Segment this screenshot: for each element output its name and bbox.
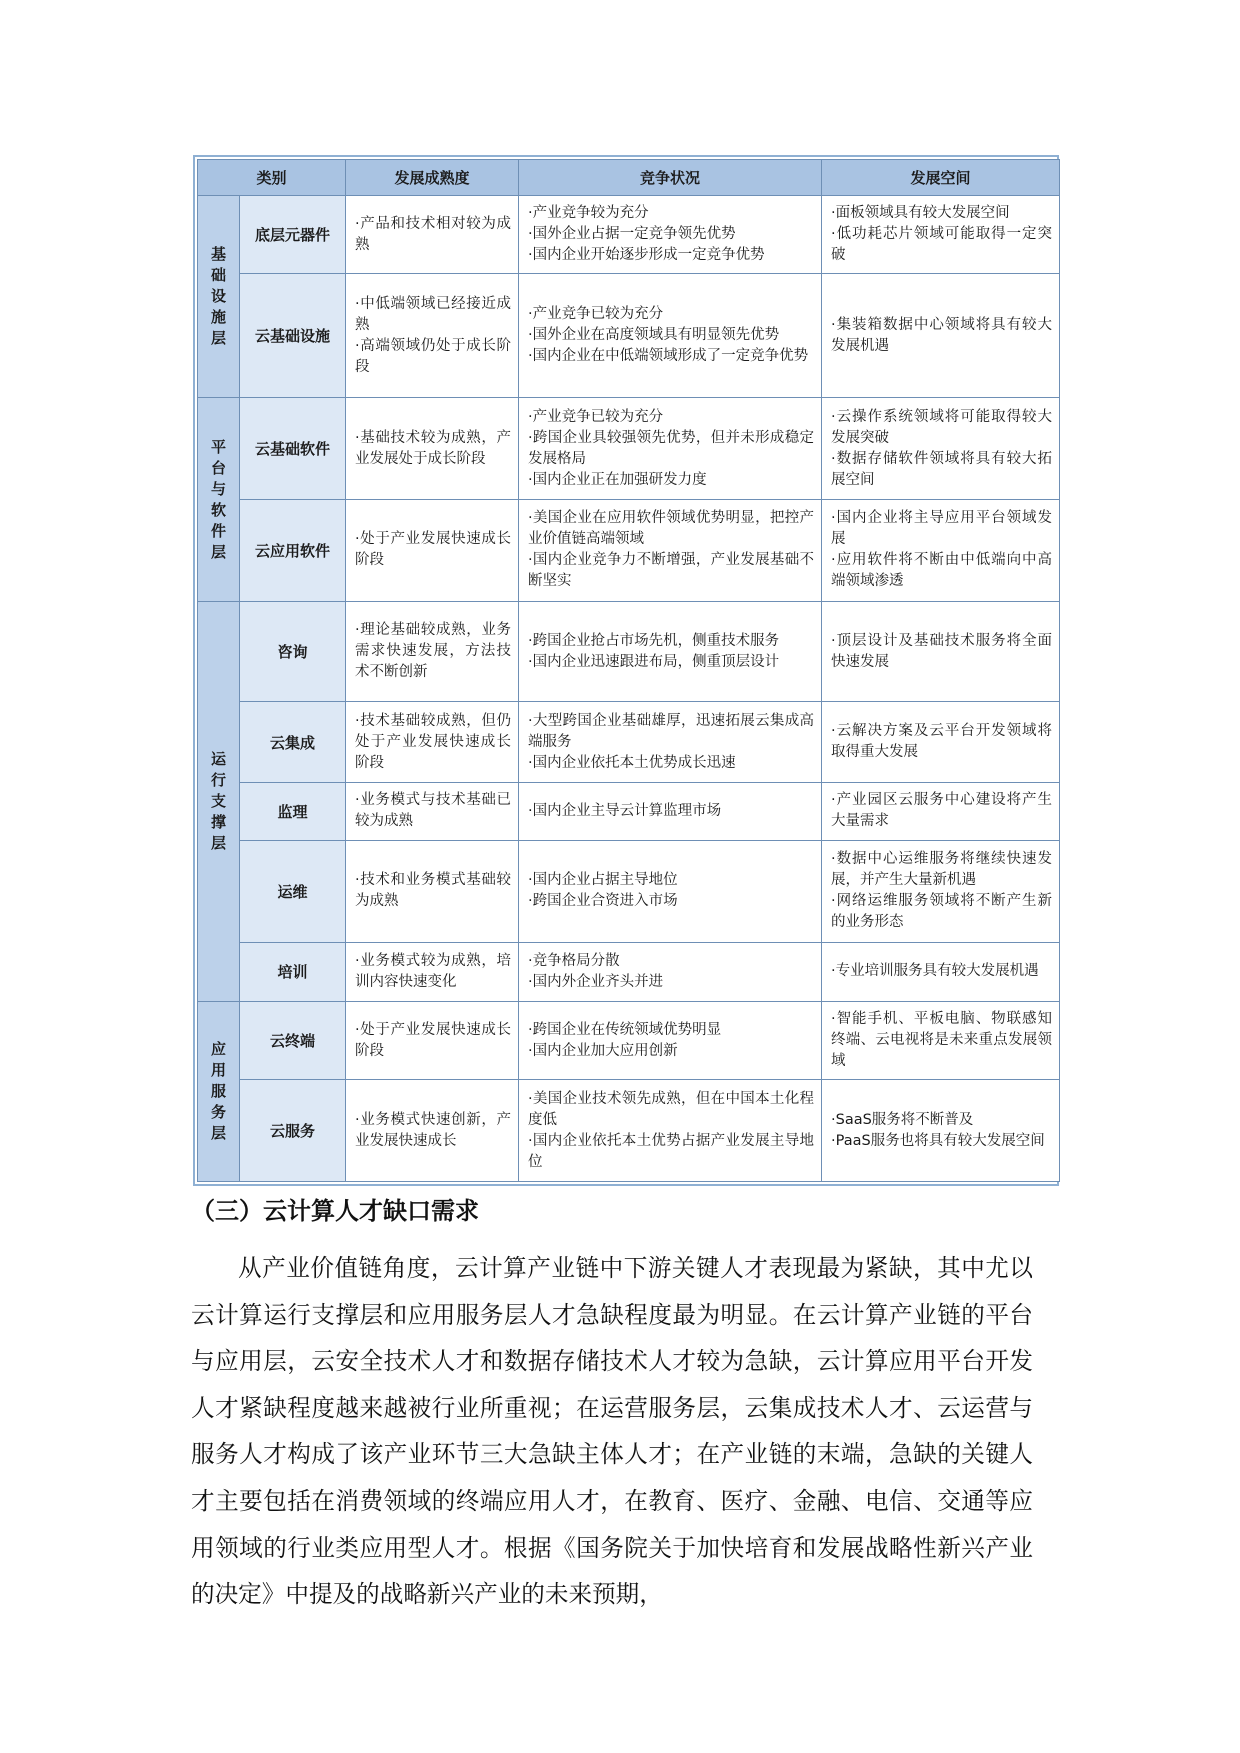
space-cell bbox=[822, 942, 1060, 1001]
sub-category: 云服务 bbox=[240, 1080, 346, 1182]
competition-item: ·大型跨国企业基础雄厚，迅速拓展云集成高端服务 bbox=[528, 712, 815, 750]
competition-item: ·竞争格局分散 bbox=[528, 952, 620, 969]
space-item: ·网络运维服务领域将不断产生新的业务形态 bbox=[831, 893, 1053, 931]
layer-label-text: 基础设施层 bbox=[210, 245, 226, 348]
maturity-item: ·业务模式与技术基础已较为成熟 bbox=[355, 792, 512, 830]
space-item: ·产业园区云服务中心建设将产生大量需求 bbox=[831, 792, 1053, 830]
table-row bbox=[198, 196, 1060, 274]
space-item: ·云解决方案及云平台开发领域将取得重大发展 bbox=[831, 723, 1053, 761]
maturity-item: ·业务模式快速创新，产业发展快速成长 bbox=[355, 1111, 512, 1149]
competition-item: ·国内企业开始逐步形成一定竞争优势 bbox=[528, 247, 765, 264]
industry-maturity-table bbox=[197, 159, 1060, 1182]
space-item: ·国内企业将主导应用平台领域发展 bbox=[831, 510, 1053, 548]
maturity-cell bbox=[346, 274, 519, 398]
header-space: 发展空间 bbox=[822, 160, 1060, 196]
sub-category: 培训 bbox=[240, 942, 346, 1001]
space-cell bbox=[822, 1080, 1060, 1182]
competition-cell bbox=[519, 500, 822, 602]
competition-item: ·美国企业在应用软件领域优势明显，把控产业价值链高端领域 bbox=[528, 510, 815, 548]
maturity-cell bbox=[346, 398, 519, 500]
competition-item: ·国内企业在中低端领域形成了一定竞争优势 bbox=[528, 348, 809, 365]
maturity-cell bbox=[346, 1080, 519, 1182]
maturity-item: ·产品和技术相对较为成熟 bbox=[355, 215, 512, 253]
competition-cell bbox=[519, 398, 822, 500]
maturity-cell bbox=[346, 942, 519, 1001]
maturity-cell bbox=[346, 500, 519, 602]
space-item: ·数据中心运维服务将继续快速发展，并产生大量新机遇 bbox=[831, 851, 1053, 889]
table-row bbox=[198, 1001, 1060, 1079]
sub-category: 云基础软件 bbox=[240, 398, 346, 500]
competition-item: ·产业竞争已较为充分 bbox=[528, 408, 664, 425]
table-row bbox=[198, 840, 1060, 942]
maturity-item: ·技术和业务模式基础较为成熟 bbox=[355, 872, 512, 910]
table-row bbox=[198, 398, 1060, 500]
competition-item: ·国内企业正在加强研发力度 bbox=[528, 471, 707, 488]
layer-label bbox=[198, 196, 240, 398]
competition-cell bbox=[519, 274, 822, 398]
maturity-cell bbox=[346, 782, 519, 840]
space-item: ·低功耗芯片领域可能取得一定突破 bbox=[831, 226, 1053, 264]
competition-item: ·国内企业加大应用创新 bbox=[528, 1042, 678, 1059]
competition-item: ·跨国企业抢占市场先机，侧重技术服务 bbox=[528, 632, 780, 649]
layer-label-text: 平台与软件层 bbox=[210, 437, 226, 561]
space-item: ·专业培训服务具有较大发展机遇 bbox=[831, 963, 1039, 980]
maturity-item: ·基础技术较为成熟，产业发展处于成长阶段 bbox=[355, 429, 512, 467]
space-cell bbox=[822, 702, 1060, 782]
competition-cell bbox=[519, 601, 822, 702]
table-header-row bbox=[198, 160, 1060, 196]
space-cell bbox=[822, 398, 1060, 500]
sub-category: 云基础设施 bbox=[240, 274, 346, 398]
layer-label-text: 运行支撑层 bbox=[210, 749, 226, 852]
maturity-item: ·技术基础较成熟，但仍处于产业发展快速成长阶段 bbox=[355, 712, 512, 771]
competition-cell bbox=[519, 1001, 822, 1079]
maturity-cell bbox=[346, 196, 519, 274]
space-cell bbox=[822, 1001, 1060, 1079]
maturity-cell bbox=[346, 702, 519, 782]
space-cell bbox=[822, 500, 1060, 602]
competition-item: ·国内企业占据主导地位 bbox=[528, 872, 678, 889]
competition-item: ·跨国企业在传统领域优势明显 bbox=[528, 1021, 722, 1038]
competition-item: ·跨国企业合资进入市场 bbox=[528, 893, 678, 910]
competition-item: ·国内企业竞争力不断增强，产业发展基础不断坚实 bbox=[528, 552, 815, 590]
maturity-item: ·中低端领域已经接近成熟 bbox=[355, 295, 512, 333]
layer-label-text: 应用服务层 bbox=[210, 1039, 226, 1142]
table-row bbox=[198, 500, 1060, 602]
industry-table-frame bbox=[193, 155, 1059, 1186]
competition-item: ·国内企业主导云计算监理市场 bbox=[528, 802, 722, 819]
space-cell bbox=[822, 782, 1060, 840]
space-cell bbox=[822, 601, 1060, 702]
competition-cell bbox=[519, 702, 822, 782]
header-category: 类别 bbox=[198, 160, 346, 196]
space-item: ·集装箱数据中心领域将具有较大发展机遇 bbox=[831, 316, 1053, 354]
space-item: ·PaaS服务也将具有较大发展空间 bbox=[831, 1132, 1045, 1149]
header-maturity: 发展成熟度 bbox=[346, 160, 519, 196]
competition-item: ·产业竞争较为充分 bbox=[528, 205, 649, 222]
competition-cell bbox=[519, 840, 822, 942]
layer-label bbox=[198, 601, 240, 1001]
competition-item: ·国外企业在高度领域具有明显领先优势 bbox=[528, 327, 780, 344]
maturity-cell bbox=[346, 601, 519, 702]
competition-item: ·跨国企业具较强领先优势，但并未形成稳定发展格局 bbox=[528, 429, 815, 467]
competition-item: ·产业竞争已较为充分 bbox=[528, 306, 664, 323]
competition-item: ·国内企业迅速跟进布局，侧重顶层设计 bbox=[528, 653, 780, 670]
table-row bbox=[198, 942, 1060, 1001]
competition-item: ·国内外企业齐头并进 bbox=[528, 973, 664, 990]
space-item: ·面板领域具有较大发展空间 bbox=[831, 205, 1010, 222]
space-item: ·应用软件将不断由中低端向中高端领域渗透 bbox=[831, 552, 1053, 590]
table-row bbox=[198, 1080, 1060, 1182]
sub-category: 咨询 bbox=[240, 601, 346, 702]
competition-cell bbox=[519, 196, 822, 274]
sub-category: 云集成 bbox=[240, 702, 346, 782]
space-item: ·数据存储软件领域将具有较大拓展空间 bbox=[831, 450, 1053, 488]
sub-category: 云应用软件 bbox=[240, 500, 346, 602]
header-competition: 竞争状况 bbox=[519, 160, 822, 196]
competition-cell bbox=[519, 1080, 822, 1182]
competition-item: ·国外企业占据一定竞争领先优势 bbox=[528, 226, 736, 243]
competition-item: ·美国企业技术领先成熟，但在中国本土化程度低 bbox=[528, 1090, 815, 1128]
section-paragraph: 从产业价值链角度，云计算产业链中下游关键人才表现最为紧缺，其中尤以云计算运行支撑层和应用服务层人才急缺程度最为明显。在云计算产业链的平台与应用层，云安全技术人才和数据存储技术人才较为急缺，云计算应用平台开发人才紧缺程度越来越被行业所重视；在运营服务层，云集成技术人才、云运营与服务人才构成了该产业环节三大急缺主体人才；在产业链的末端，急缺的关键人才主要包括在消费领域的终端应用人才，在教育、医疗、金融、电信、交通等应用领域的行业类应用型人才。根据《国务院关于加快培育和发展战略性新兴产业的决定》中提及的战略新兴产业的未来预期， bbox=[191, 1254, 1033, 1609]
layer-label bbox=[198, 398, 240, 601]
maturity-item: ·处于产业发展快速成长阶段 bbox=[355, 531, 512, 569]
table-row bbox=[198, 702, 1060, 782]
table-row bbox=[198, 274, 1060, 398]
competition-cell bbox=[519, 782, 822, 840]
table-row bbox=[198, 601, 1060, 702]
sub-category: 底层元器件 bbox=[240, 196, 346, 274]
space-item: ·云操作系统领域将可能取得较大发展突破 bbox=[831, 408, 1053, 446]
space-cell bbox=[822, 196, 1060, 274]
space-item: ·顶层设计及基础技术服务将全面快速发展 bbox=[831, 632, 1053, 670]
maturity-cell bbox=[346, 840, 519, 942]
space-cell bbox=[822, 274, 1060, 398]
space-cell bbox=[822, 840, 1060, 942]
sub-category: 云终端 bbox=[240, 1001, 346, 1079]
section-title: （三）云计算人才缺口需求 bbox=[191, 1196, 479, 1225]
table-row bbox=[198, 782, 1060, 840]
maturity-cell bbox=[346, 1001, 519, 1079]
layer-label bbox=[198, 1001, 240, 1181]
maturity-item: ·处于产业发展快速成长阶段 bbox=[355, 1021, 512, 1059]
maturity-item: ·业务模式较为成熟，培训内容快速变化 bbox=[355, 952, 512, 990]
sub-category: 监理 bbox=[240, 782, 346, 840]
competition-cell bbox=[519, 942, 822, 1001]
maturity-item: ·理论基础较成熟，业务需求快速发展，方法技术不断创新 bbox=[355, 622, 512, 681]
table-body bbox=[198, 196, 1060, 1182]
maturity-item: ·高端领域仍处于成长阶段 bbox=[355, 337, 512, 375]
space-item: ·智能手机、平板电脑、物联感知终端、云电视将是未来重点发展领域 bbox=[831, 1011, 1053, 1070]
space-item: ·SaaS服务将不断普及 bbox=[831, 1111, 974, 1128]
competition-item: ·国内企业依托本土优势占据产业发展主导地位 bbox=[528, 1132, 815, 1170]
sub-category: 运维 bbox=[240, 840, 346, 942]
competition-item: ·国内企业依托本土优势成长迅速 bbox=[528, 754, 736, 771]
